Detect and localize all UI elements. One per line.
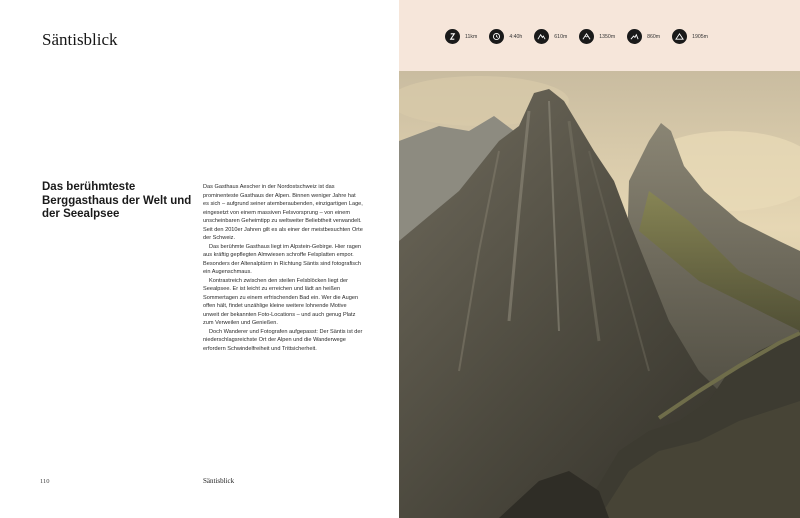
stat-value: 1350m <box>599 33 616 40</box>
ascent-icon <box>534 29 549 44</box>
stat-summit <box>672 29 708 44</box>
descent-icon <box>627 29 642 44</box>
stat-value: 11km <box>465 33 478 40</box>
right-page <box>399 0 800 518</box>
body-paragraph: Das berühmte Gasthaus liegt im Alpstein-Gebirge. Hier ragen aus kräftig gepflegten Almwiesen schroffe Felsplatten empor. Besonders der Altenalptürm in Richtung Säntis sind fotografisch ein Augenschmaus. <box>203 243 362 275</box>
stat-value: 4:40h <box>509 33 523 40</box>
page-number: 110 <box>40 478 50 485</box>
body-text <box>203 183 363 353</box>
tour-stats <box>445 29 720 44</box>
stat-ascent <box>534 29 567 44</box>
stat-value: 1905m <box>692 33 709 40</box>
page-title: Säntisblick <box>42 30 118 49</box>
running-head: Säntisblick <box>203 477 235 485</box>
stat-highest-point <box>579 29 615 44</box>
left-page <box>0 0 399 518</box>
distance-icon <box>445 29 460 44</box>
body-paragraph: Kontrastreich zwischen den steilen Felsblöcken liegt der Seealpsee. Er ist leicht zu erreichen und lädt an heißen Sommertagen zu einem erfrischenden Bad ein. Wer die Augen offen hält, findet unzählige kleine weitere lohnende Motive unweit der bekannten Foto-Locations – und auch genug Platz zum Verweilen und Genießen. <box>203 277 359 326</box>
stat-distance <box>445 29 477 44</box>
summit-icon <box>672 29 687 44</box>
mountain-photo <box>399 71 800 518</box>
stat-duration <box>489 29 522 44</box>
page-subtitle: Das berühmteste Berggasthaus der Welt und der Seealpsee <box>42 181 192 221</box>
body-paragraph: Doch Wanderer und Fotografen aufgepasst: Der Säntis ist der niederschlagsreichste Ort der Alpen und die Wanderwege erfordern Schwindelfreiheit und Trittsicherheit. <box>203 328 363 352</box>
highest-point-icon <box>579 29 594 44</box>
stat-value: 610m <box>554 33 568 40</box>
duration-icon <box>489 29 504 44</box>
stat-value: 860m <box>647 33 661 40</box>
stat-descent <box>627 29 660 44</box>
body-paragraph: Das Gasthaus Aescher in der Nordostschweiz ist das prominenteste Gasthaus der Alpen. Binnen weniger Jahre hat es sich – aufgrund seiner atemberaubenden, einzigartigen Lage, eingesetzt von einem massiven Felsvorsprung – von einem unscheinbaren Geheimtipp zu weltweiter Beliebtheit verwandelt. Seit den 2010er Jahren gilt es als einer der meistbesuchten Orte der Schweiz. <box>203 184 363 241</box>
